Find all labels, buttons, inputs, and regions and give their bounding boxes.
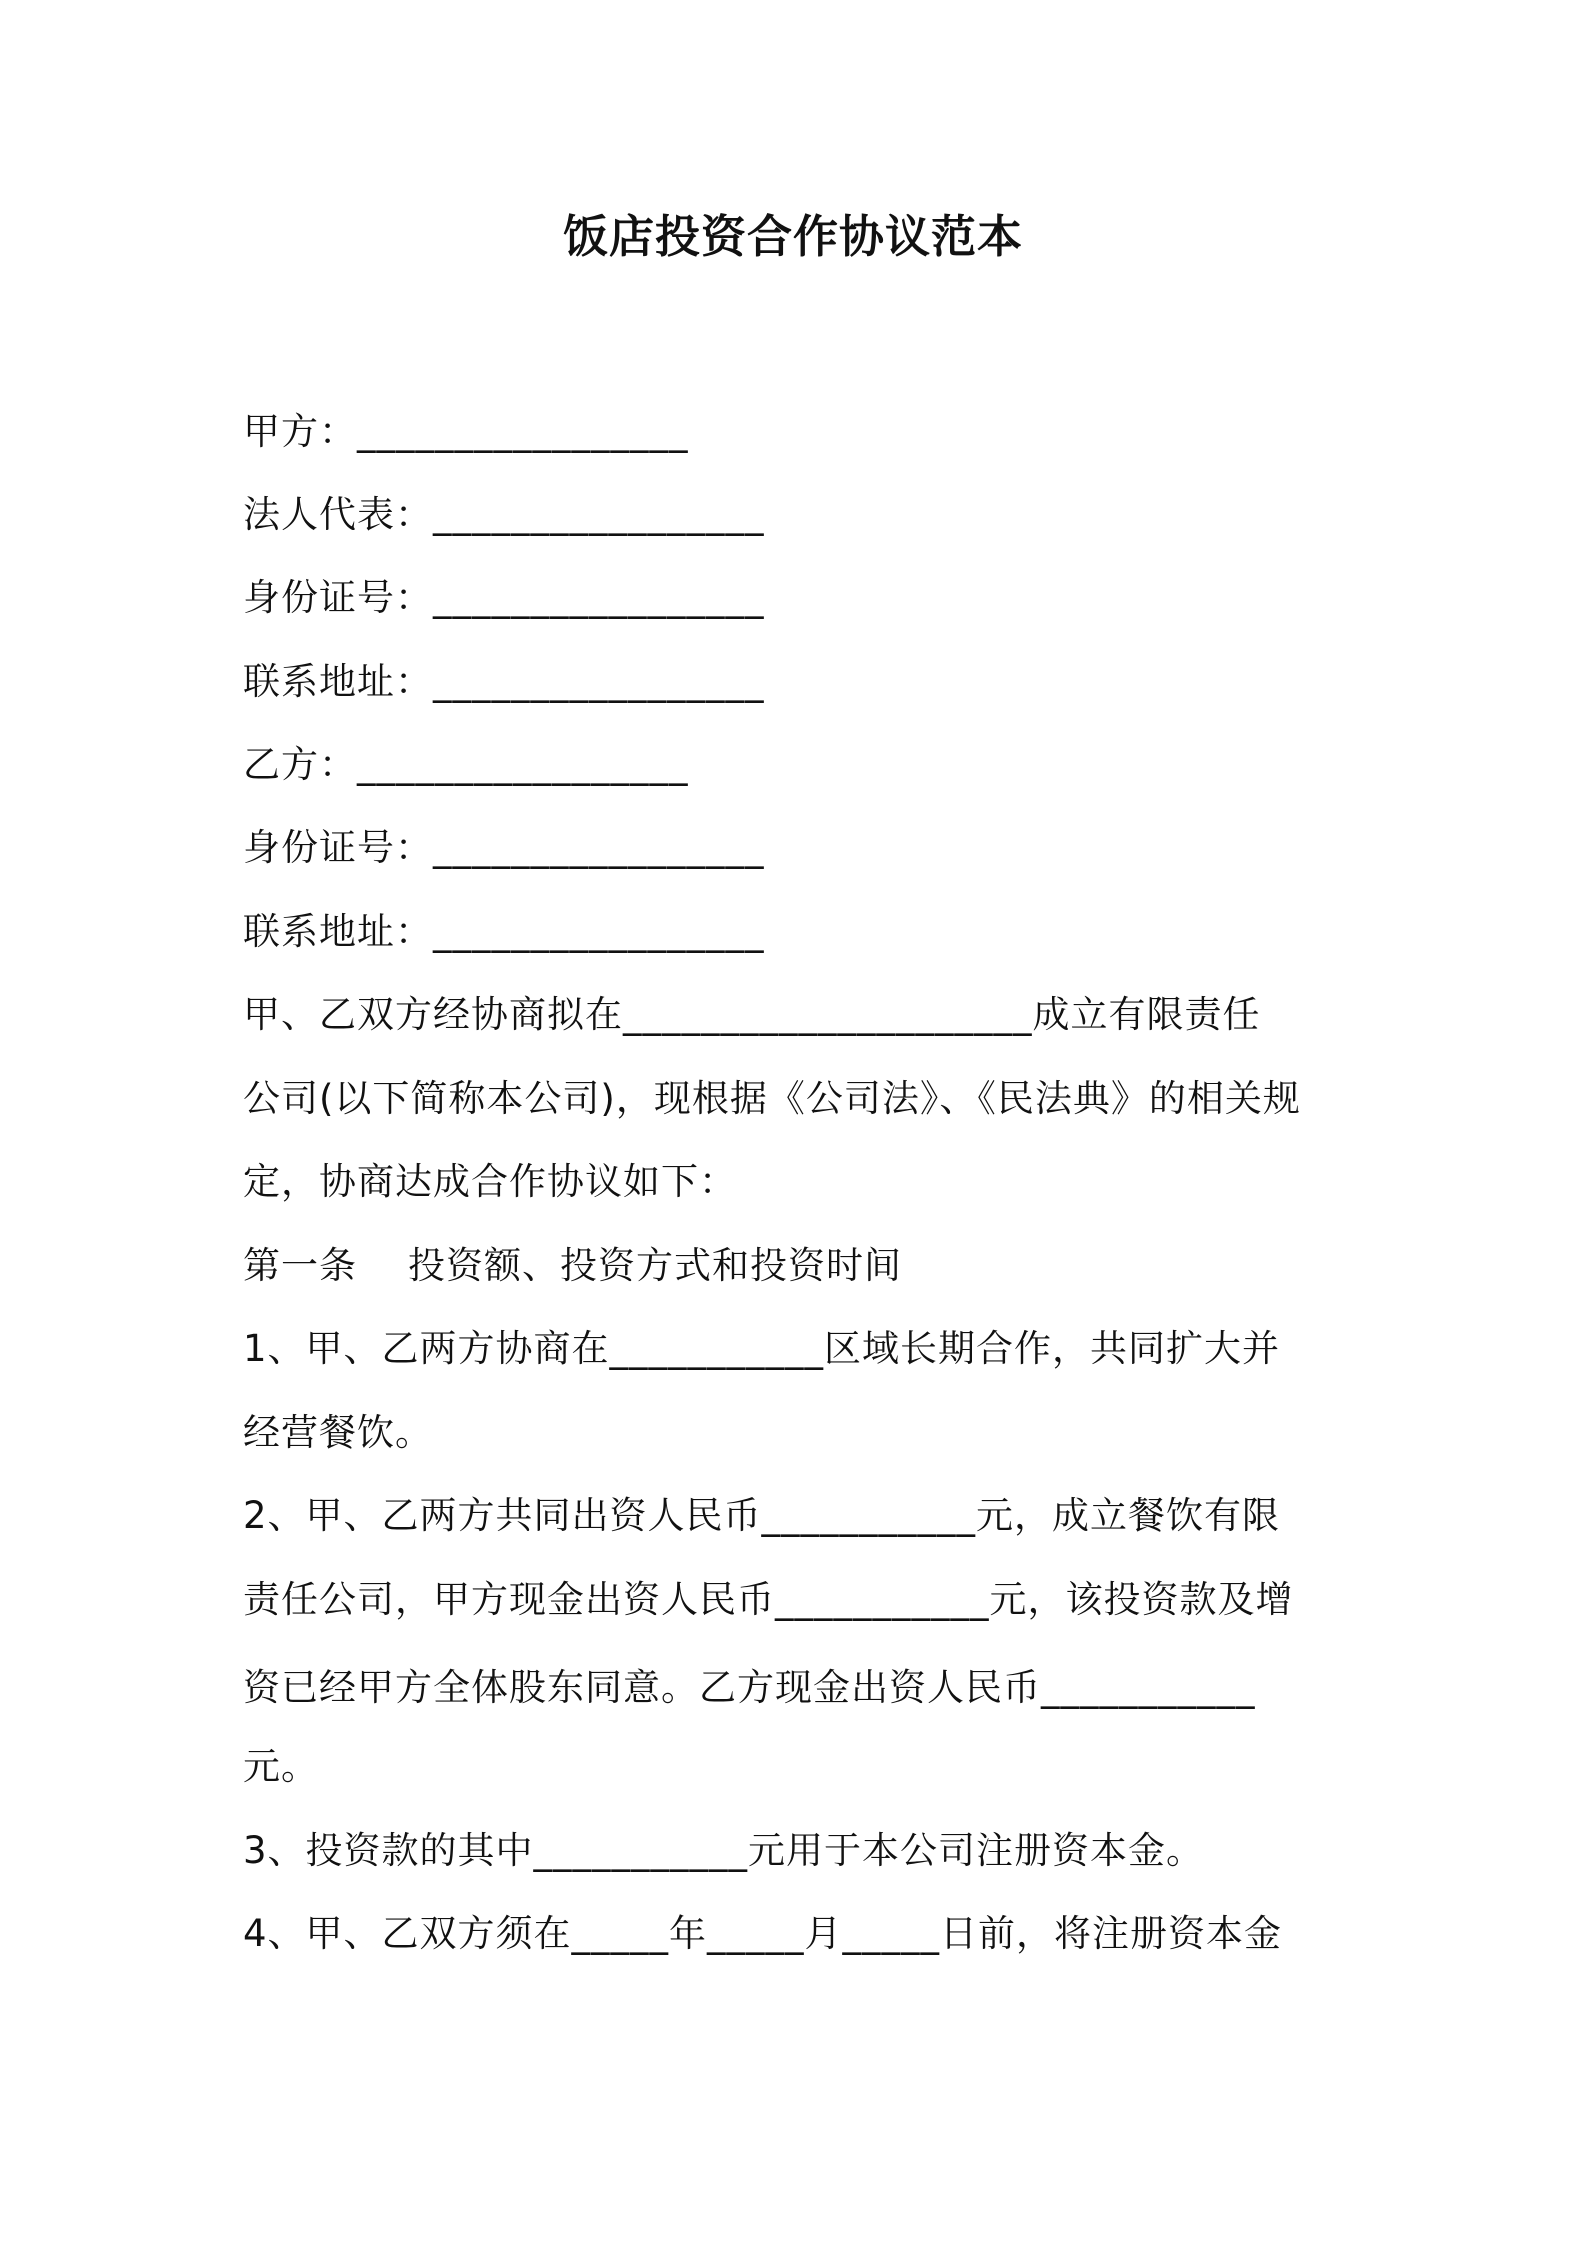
legal-rep-line: 法人代表：_________________: [243, 493, 765, 536]
party-b-line: 乙方：_________________: [243, 743, 689, 786]
article-1-heading: 第一条 投资额、投资方式和投资时间: [243, 1244, 903, 1287]
party-b-id-line: 身份证号：_________________: [243, 826, 765, 869]
clause-2-line-1: 2、甲、乙两方共同出资人民币___________元，成立餐饮有限: [243, 1494, 1281, 1537]
party-a-address-line: 联系地址：_________________: [243, 660, 765, 703]
document-title: 饭店投资合作协议范本: [562, 210, 1023, 263]
preamble-line-2: 公司(以下简称本公司)，现根据《公司法》、《民法典》的相关规: [243, 1077, 1301, 1120]
clause-3-line: 3、投资款的其中___________元用于本公司注册资本金。: [243, 1829, 1205, 1872]
preamble-line-3: 定，协商达成合作协议如下：: [243, 1160, 737, 1203]
party-a-id-line: 身份证号：_________________: [243, 576, 765, 619]
clause-1-line-2: 经营餐饮。: [243, 1411, 433, 1454]
clause-2-line-4: 元。: [243, 1745, 319, 1788]
party-a-line: 甲方：_________________: [243, 410, 689, 453]
preamble-line-1: 甲、乙双方经协商拟在_____________________成立有限责任: [243, 993, 1261, 1036]
clause-1-line-1: 1、甲、乙两方协商在___________区域长期合作，共同扩大并: [243, 1327, 1281, 1370]
clause-2-line-2: 责任公司，甲方现金出资人民币___________元，该投资款及增: [243, 1578, 1294, 1621]
clause-2-line-3: 资已经甲方全体股东同意。乙方现金出资人民币___________: [243, 1666, 1256, 1709]
clause-4-line-1: 4、甲、乙双方须在_____年_____月_____日前，将注册资本金: [243, 1912, 1283, 1955]
party-b-address-line: 联系地址：_________________: [243, 910, 765, 953]
